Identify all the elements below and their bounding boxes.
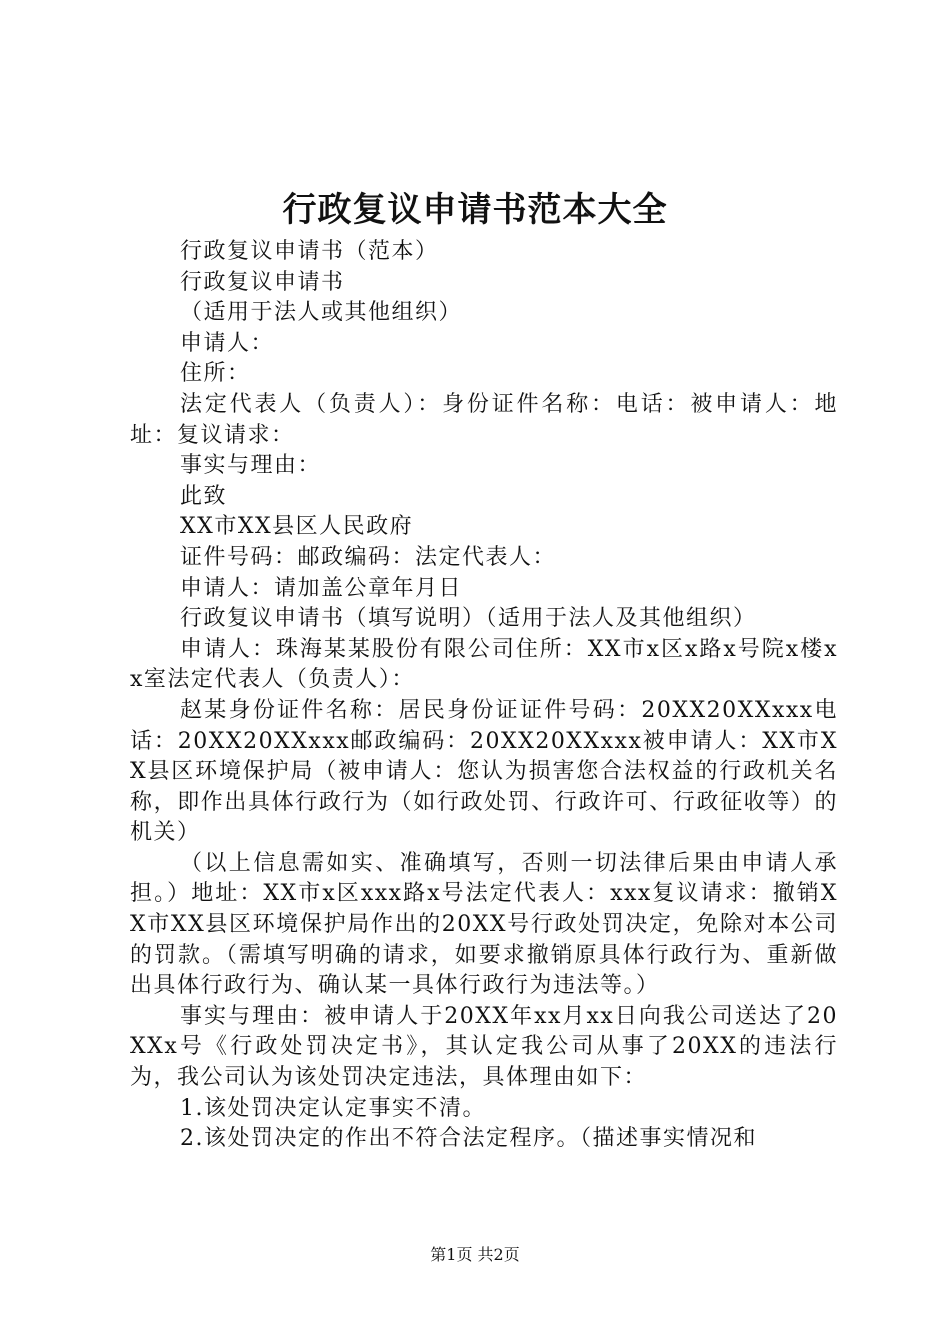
paragraph: 此致 <box>180 483 228 509</box>
paragraph: 申请人：珠海某某股份有限公司住所：XX市x区x路x号院x楼xx室法定代表人（负责人）： <box>130 636 838 693</box>
paragraph: 法定代表人（负责人）：身份证件名称：电话：被申请人：地址：复议请求： <box>130 391 838 448</box>
paragraph: 2.该处罚决定的作出不符合法定程序。（描述事实情况和 <box>180 1126 757 1152</box>
document-title: 行政复议申请书范本大全 <box>282 190 668 230</box>
paragraph: 事实与理由： <box>180 453 322 479</box>
paragraph: （以上信息需如实、准确填写，否则一切法律后果由申请人承担。）地址：XX市x区xxx路x号法定代表人：xxx复议请求：撤销XX市XX县区环境保护局作出的20XX号行政处罚决定，免除对本公司的罚款。（需填写明确的请求，如要求撤销原具体行政行为、重新做出具体行政行为、确认某一具体行政行为违法等。） <box>130 850 838 999</box>
paragraph: 申请人：请加盖公章年月日 <box>180 575 463 601</box>
paragraph: （适用于法人或其他组织） <box>180 300 463 326</box>
paragraph: 行政复议申请书（范本） <box>180 239 439 264</box>
page-number-footer: 第1页 共2页 <box>430 1245 520 1264</box>
paragraph: XX市XX县区人民政府 <box>180 514 414 540</box>
document-body <box>130 237 838 1155</box>
paragraph: 1.该处罚决定认定事实不清。 <box>180 1095 486 1121</box>
paragraph: 事实与理由：被申请人于20XX年xx月xx日向我公司送达了20XXx号《行政处罚决定书》，其认定我公司从事了20XX的违法行为，我公司认为该处罚决定违法，具体理由如下： <box>130 1003 838 1091</box>
paragraph: 行政复议申请书 <box>180 269 345 295</box>
paragraph: 行政复议申请书（填写说明）（适用于法人及其他组织） <box>180 606 757 632</box>
paragraph: 申请人： <box>180 330 275 356</box>
paragraph: 住所： <box>180 361 251 387</box>
paragraph: 证件号码：邮政编码：法定代表人： <box>180 544 557 570</box>
paragraph: 赵某身份证件名称：居民身份证证件号码：20XX20XXxxx电话：20XX20XXxxx邮政编码：20XX20XXxxx被申请人：XX市XX县区环境保护局（被申请人：您认为损害您合法权益的行政机关名称，即作出具体行政行为（如行政处罚、行政许可、行政征收等）的机关） <box>130 697 838 846</box>
